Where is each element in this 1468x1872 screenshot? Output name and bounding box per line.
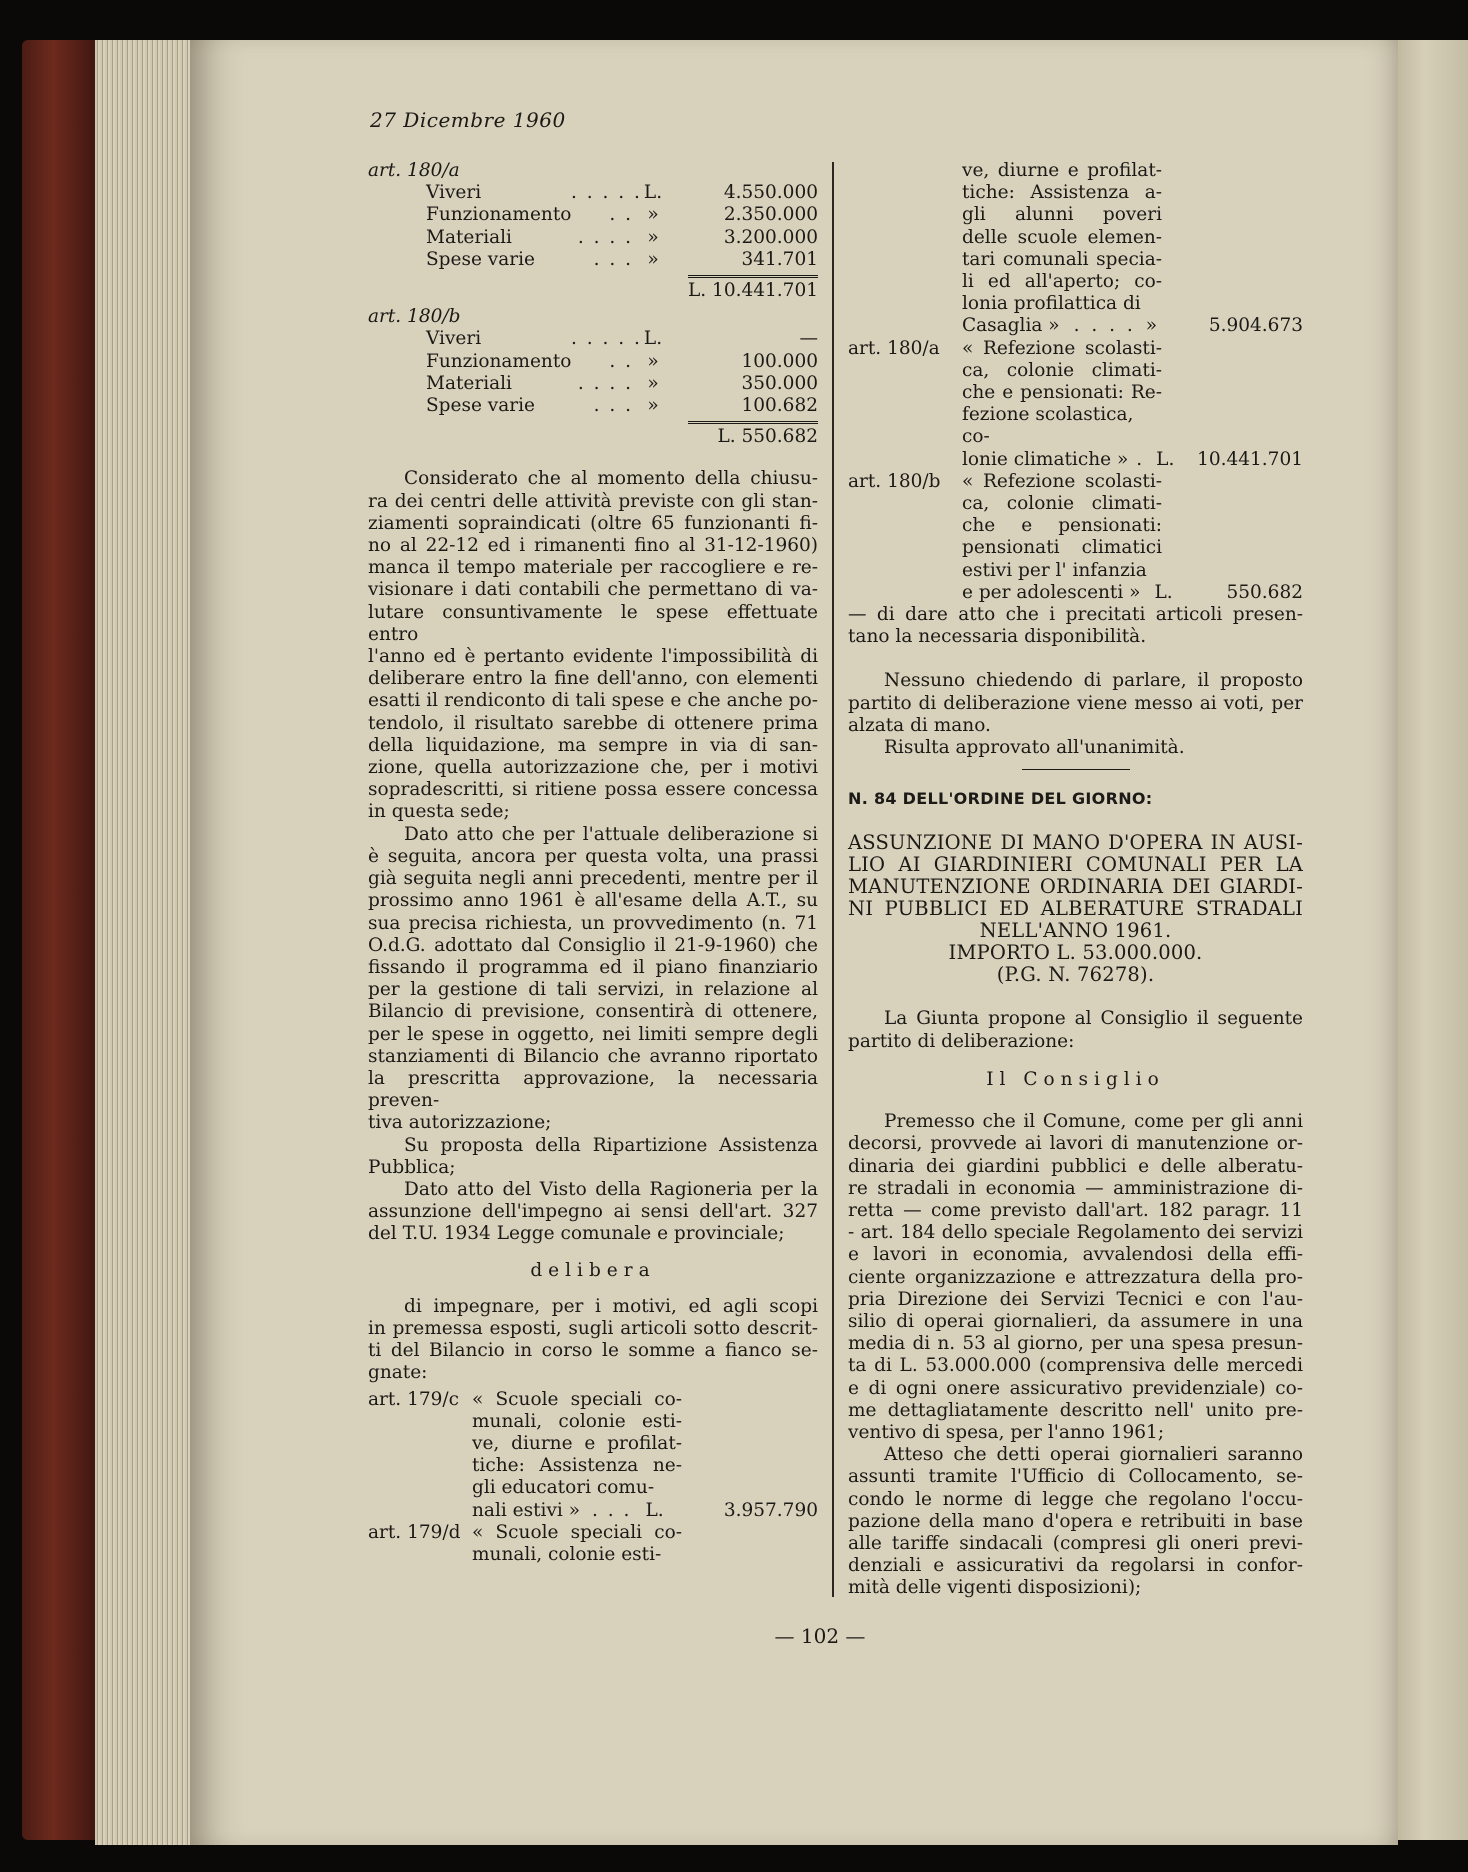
text-line: alle tariffe sindacali (compresi gli oneri previ- xyxy=(848,1532,1303,1554)
text-line: O.d.G. adottato dal Consiglio il 21-9-1960) che xyxy=(368,934,818,956)
paragraph-atteso xyxy=(848,1444,1303,1599)
text-line: tano la necessaria disponibilità. xyxy=(848,626,1147,648)
budget-row-label: Materiali xyxy=(426,226,512,248)
art-179c-text xyxy=(472,1389,682,1500)
budget-row-label: Materiali xyxy=(426,372,512,394)
budget-row: Funzionamento . . » 2.350.000 xyxy=(426,204,818,226)
art-180b-total: L. 550.682 xyxy=(717,426,818,448)
art-180a-table xyxy=(368,182,818,271)
text-line: partito di deliberazione viene messo ai voti, per xyxy=(848,692,1303,714)
text-line: prossimo anno 1961 è all'esame della A.T., su xyxy=(368,890,818,912)
text-line: lutare consuntivamente le spese effettuate entro xyxy=(368,601,818,645)
budget-row: Viveri . . . . . L. — xyxy=(426,328,818,350)
art-180a-amount-line: lonie climatiche » . L. 10.441.701 xyxy=(962,448,1303,470)
art-179d-entry xyxy=(368,1522,818,1566)
text-line: per la gestione di tali servizi, in relazione al xyxy=(368,979,818,1001)
budget-row-amount: 3.200.000 xyxy=(723,226,818,248)
text-line: manca il tempo materiale per raccogliere e re- xyxy=(368,557,818,579)
text-line: « Refezione scolasti- xyxy=(962,337,1162,359)
text-line: silio di operai giornalieri, da assumere in una xyxy=(848,1310,1303,1332)
text-line: e lavori in economia, avvalendosi della effi- xyxy=(848,1244,1303,1266)
paragraph-dare-atto xyxy=(848,604,1303,648)
page-edges-right xyxy=(1395,40,1468,1840)
budget-row-label: Viveri xyxy=(426,182,482,204)
budget-row: Spese varie . . . » 341.701 xyxy=(426,248,818,270)
text-line: ca, colonie climati- xyxy=(962,359,1162,381)
text-line: Nessuno chiedendo di parlare, il proposto xyxy=(884,670,1303,692)
art-180b-label-right: art. 180/b xyxy=(848,470,941,492)
art-179d-label: art. 179/d xyxy=(368,1521,461,1543)
text-line: pria Direzione dei Servizi Tecnici e con l'au- xyxy=(848,1288,1303,1310)
resolution-title xyxy=(848,832,1303,986)
text-line: mità delle vigenti disposizioni); xyxy=(848,1577,1142,1599)
art-180b-text xyxy=(962,471,1162,582)
budget-row-amount: 4.550.000 xyxy=(723,182,818,204)
left-column xyxy=(368,160,818,1566)
text-line: LIO AI GIARDINIERI COMUNALI PER LA xyxy=(848,853,1303,877)
budget-row: Materiali . . . . » 3.200.000 xyxy=(426,226,818,248)
text-line: che e pensionati: xyxy=(962,515,1162,537)
text-line: in questa sede; xyxy=(368,801,510,823)
paragraph-visto-ragioneria xyxy=(368,1179,818,1246)
book-cover-left xyxy=(22,40,100,1840)
page-number: — 102 — xyxy=(774,1624,866,1648)
art-180a-entry xyxy=(848,338,1303,471)
resolution-title-center xyxy=(848,920,1303,986)
budget-row: Spese varie . . . » 100.682 xyxy=(426,395,818,417)
text-line: visionare i dati contabili che permettano di va- xyxy=(368,579,818,601)
paragraph-considerato xyxy=(368,468,818,823)
text-line: gnate: xyxy=(368,1362,428,1384)
text-line: fezione scolastica, co- xyxy=(962,404,1134,448)
text-line: li ed all'aperto; co- xyxy=(962,271,1162,293)
text-line: partito di deliberazione: xyxy=(848,1030,1075,1052)
art-179d-amount-line: Casaglia » . . . . » 5.904.673 xyxy=(962,315,1303,337)
text-line: sua precisa richiesta, un provvedimento (n. 71 xyxy=(368,912,818,934)
budget-row-amount: 100.682 xyxy=(741,395,818,417)
right-column xyxy=(848,160,1303,1600)
budget-row-amount: 100.000 xyxy=(741,350,818,372)
art-179d-text-cont xyxy=(962,160,1162,315)
paragraph-su-proposta xyxy=(368,1135,818,1179)
text-line: — di dare atto che i precitati articoli presen- xyxy=(848,604,1303,626)
text-line: ra dei centri delle attività previste con gli stan- xyxy=(368,490,818,512)
section-separator xyxy=(1022,769,1130,770)
text-line: Su proposta della Ripartizione Assistenza xyxy=(404,1134,818,1156)
text-line: « Scuole speciali co- xyxy=(472,1388,682,1410)
art-180a-label-right: art. 180/a xyxy=(848,337,940,359)
budget-row-amount: — xyxy=(799,328,818,350)
text-line: che e pensionati: Re- xyxy=(962,382,1162,404)
art-179c-entry xyxy=(368,1389,818,1522)
text-line: di impegnare, per i motivi, ed agli scopi xyxy=(404,1295,818,1317)
text-line: « Refezione scolasti- xyxy=(962,470,1162,492)
title-line: (P.G. N. 76278). xyxy=(996,963,1155,987)
text-line: - art. 184 dello speciale Regolamento dei servizi xyxy=(848,1222,1303,1244)
text-line: è seguita, ancora per questa volta, una prassi xyxy=(368,845,818,867)
text-line: tari comunali specia- xyxy=(962,248,1162,270)
column-divider xyxy=(832,162,834,1597)
art-179d-text xyxy=(472,1522,682,1566)
text-line: ti del Bilancio in corso le somme a fianco se- xyxy=(368,1340,818,1362)
text-line: denziali e assicurativi da regolarsi in confor- xyxy=(848,1555,1303,1577)
text-line: lonia profilattica di xyxy=(962,293,1141,315)
text-line: Dato atto del Visto della Ragioneria per la xyxy=(404,1178,818,1200)
text-line: NI PUBBLICI ED ALBERATURE STRADALI xyxy=(848,897,1303,921)
budget-row: Materiali . . . . » 350.000 xyxy=(426,372,818,394)
text-line: per le spese in oggetto, nei limiti sempre degli xyxy=(368,1023,818,1045)
text-line: Pubblica; xyxy=(368,1156,456,1178)
text-line: assunzione dell'impegno ai sensi dell'art. 327 xyxy=(368,1201,818,1223)
art-180a-text xyxy=(962,338,1162,449)
art-179c-amount: 3.957.790 xyxy=(723,1499,818,1521)
text-line: l'anno ed è pertanto evidente l'impossibilità di xyxy=(368,646,818,668)
art-180b-label: art. 180/b xyxy=(368,306,461,328)
text-line: delle scuole elemen- xyxy=(962,226,1162,248)
text-line: tiva autorizzazione; xyxy=(368,1112,552,1134)
text-line: ventivo di spesa, per l'anno 1961; xyxy=(848,1421,1165,1443)
text-line: tendolo, il risultato sarebbe di ottenere prima xyxy=(368,712,818,734)
art-179d-continued xyxy=(848,160,1303,338)
title-line: NELL'ANNO 1961. xyxy=(979,919,1172,943)
text-line: ca, colonie climati- xyxy=(962,493,1162,515)
text-line: re stradali in economia — amministrazione di- xyxy=(848,1177,1303,1199)
text-line: estivi per l' infanzia xyxy=(962,559,1147,581)
art-180b-amount-line: e per adolescenti » L. 550.682 xyxy=(962,581,1303,603)
budget-row-label: Spese varie xyxy=(426,395,535,417)
text-line: della liquidazione, ma sempre in via di san- xyxy=(368,734,818,756)
text-line: ta di L. 53.000.000 (comprensiva delle mercedi xyxy=(848,1355,1303,1377)
text-line: zione, quella autorizzazione che, per i motivi xyxy=(368,757,818,779)
art-180b-table xyxy=(368,328,818,417)
art-179c-amount-line: nali estivi » . . . L. 3.957.790 xyxy=(472,1499,818,1521)
art-180b-amount: 550.682 xyxy=(1226,581,1303,603)
art-180b-entry xyxy=(848,471,1303,604)
text-line: alzata di mano. xyxy=(848,714,991,736)
text-line: tiche: Assistenza a- xyxy=(962,182,1162,204)
budget-row-amount: 350.000 xyxy=(741,372,818,394)
approval-statement: Risulta approvato all'unanimità. xyxy=(884,737,1185,759)
text-line: ASSUNZIONE DI MANO D'OPERA IN AUSI- xyxy=(848,831,1303,855)
paragraph-impegnare xyxy=(368,1296,818,1385)
art-179d-amount: 5.904.673 xyxy=(1208,315,1303,337)
text-line: Bilancio di previsione, consentirà di ottenere, xyxy=(368,1001,818,1023)
page-edges-left xyxy=(95,40,190,1845)
budget-row-amount: 2.350.000 xyxy=(723,204,818,226)
text-line: MANUTENZIONE ORDINARIA DEI GIARDI- xyxy=(848,875,1303,899)
text-line: retta — come previsto dall'art. 182 paragr. 11 xyxy=(848,1199,1303,1221)
text-line: pazione della mano d'opera e retribuiti in base xyxy=(848,1510,1303,1532)
text-line: condo le norme di legge che regolano l'occu- xyxy=(848,1488,1303,1510)
resolution-title-lines xyxy=(848,832,1303,920)
total-rule xyxy=(688,421,818,424)
budget-row-label: Viveri xyxy=(426,328,482,350)
total-rule xyxy=(688,275,818,278)
text-line: me dettagliatamente descritto nell' unito pre- xyxy=(848,1399,1303,1421)
text-line: ve, diurne e profilat- xyxy=(472,1432,682,1454)
text-line: ziamenti sopraindicati (oltre 65 funzionanti fi- xyxy=(368,512,818,534)
text-line: la prescritta approvazione, la necessaria preven- xyxy=(368,1067,818,1112)
text-line: gli alunni poveri xyxy=(962,204,1162,226)
text-line: già seguita negli anni precedenti, mentre per il xyxy=(368,868,818,890)
paragraph-votazione xyxy=(848,670,1303,737)
text-line: ciente organizzazione e attrezzatura della pro- xyxy=(848,1266,1303,1288)
text-line: assunti tramite l'Ufficio di Collocamento, se- xyxy=(848,1466,1303,1488)
text-line: decorsi, provvede ai lavori di manutenzione or- xyxy=(848,1133,1303,1155)
page-header-date: 27 Dicembre 1960 xyxy=(370,108,566,132)
text-line: e di ogni onere assicurativo previdenziale) co- xyxy=(848,1377,1303,1399)
paragraph-dato-atto xyxy=(368,824,818,1135)
text-line: del T.U. 1934 Legge comunale e provinciale; xyxy=(368,1223,785,1245)
budget-row-label: Funzionamento xyxy=(426,204,572,226)
text-line: Atteso che detti operai giornalieri saranno xyxy=(884,1444,1303,1466)
art-180a-label: art. 180/a xyxy=(368,160,460,181)
text-line: deliberare entro la fine dell'anno, con elementi xyxy=(368,668,818,690)
text-line: « Scuole speciali co- xyxy=(472,1521,682,1543)
consiglio-heading: Il Consiglio xyxy=(986,1068,1165,1090)
text-line: dinaria dei giardini pubblici e delle alberatu- xyxy=(848,1155,1303,1177)
text-line: La Giunta propone al Consiglio il seguente xyxy=(884,1008,1303,1030)
text-line: munali, colonie esti- xyxy=(472,1543,662,1565)
text-line: media di n. 53 al giorno, per una spesa presun- xyxy=(848,1333,1303,1355)
art-179c-label: art. 179/c xyxy=(368,1388,459,1410)
budget-row: Funzionamento . . » 100.000 xyxy=(426,350,818,372)
text-line: no al 22-12 ed i rimanenti fino al 31-12-1960) xyxy=(368,535,818,557)
budget-row-label: Spese varie xyxy=(426,248,535,270)
text-line: fissando il programma ed il piano finanziario xyxy=(368,956,818,978)
agenda-heading: N. 84 DELL'ORDINE DEL GIORNO: xyxy=(848,789,1153,809)
art-180a-amount: 10.441.701 xyxy=(1197,448,1303,470)
delibera-heading: delibera xyxy=(530,1259,656,1281)
text-line: ve, diurne e profilat- xyxy=(962,160,1162,181)
budget-row: Viveri . . . . . L. 4.550.000 xyxy=(426,182,818,204)
paragraph-giunta xyxy=(848,1008,1303,1052)
text-line: in premessa esposti, sugli articoli sotto descrit- xyxy=(368,1317,818,1339)
text-line: Considerato che al momento della chiusu- xyxy=(404,468,818,490)
text-line: stanziamenti di Bilancio che avranno riportato xyxy=(368,1045,818,1067)
art-180a-total: L. 10.441.701 xyxy=(688,280,818,302)
text-line: sopradescritti, si ritiene possa essere concessa xyxy=(368,779,818,801)
text-line: Dato atto che per l'attuale deliberazione si xyxy=(404,823,818,845)
paragraph-premesso xyxy=(848,1111,1303,1444)
title-line: IMPORTO L. 53.000.000. xyxy=(948,941,1203,965)
text-line: munali, colonie esti- xyxy=(472,1410,682,1432)
text-line: gli educatori comu- xyxy=(472,1477,655,1499)
text-line: tiche: Assistenza ne- xyxy=(472,1455,682,1477)
text-line: Premesso che il Comune, come per gli anni xyxy=(884,1111,1303,1133)
text-line: pensionati climatici xyxy=(962,537,1162,559)
budget-row-amount: 341.701 xyxy=(741,248,818,270)
budget-row-label: Funzionamento xyxy=(426,350,572,372)
text-line: esatti il rendiconto di tali spese e che anche po- xyxy=(368,690,818,712)
